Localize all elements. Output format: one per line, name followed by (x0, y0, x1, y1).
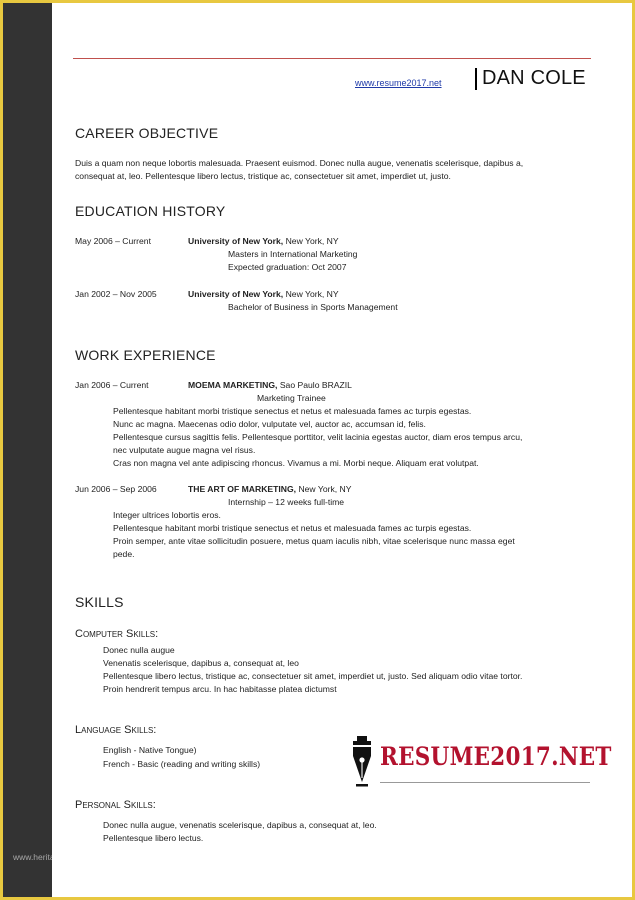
computer-skills-label: Computer Skills: (75, 628, 159, 640)
skill-line: Venenatis scelerisque, dapibus a, consequat at, leo (103, 658, 299, 668)
skill-line: Donec nulla augue, venenatis scelerisque, dapibus a, consequat at, leo. (103, 820, 377, 830)
school-name: University of New York, (188, 236, 284, 246)
career-objective-heading: CAREER OBJECTIVE (75, 125, 219, 141)
left-sidebar-band (3, 3, 52, 897)
watermark-text: www.heritagechristiancollege.com (13, 852, 142, 862)
resume2017-logo (348, 736, 612, 788)
work-line: Pellentesque habitant morbi tristique senectus et netus et malesuada fames ac turpis egestas. (113, 406, 472, 416)
work-line: Proin semper, ante vitae sollicitudin posuere, metus quam iaculis nibh, vitae scelerisque nunc massa eget (113, 536, 515, 546)
website-link[interactable]: www.resume2017.net (355, 78, 442, 88)
skill-line: Pellentesque libero lectus, tristique ac, consectetuer sit amet, imperdiet ut, justo. Sed aliquam odio vitae tortor. (103, 671, 523, 681)
company-name: THE ART OF MARKETING, (188, 484, 297, 494)
education-dates: May 2006 – Current (75, 236, 151, 246)
work-company (188, 379, 352, 392)
education-detail: Expected graduation: Oct 2007 (228, 262, 347, 272)
work-company (188, 483, 351, 496)
school-location: New York, NY (283, 289, 339, 299)
language-skills-label: Language Skills: (75, 724, 157, 736)
work-experience-heading: WORK EXPERIENCE (75, 347, 216, 363)
school-name: University of New York, (188, 289, 284, 299)
candidate-name: DAN COLE (482, 67, 586, 89)
work-line: nec vulputate augue magna vel risus. (113, 445, 256, 455)
education-heading: EDUCATION HISTORY (75, 203, 226, 219)
fountain-pen-nib-icon (348, 736, 376, 788)
logo-text: RESUME2017.NET (380, 742, 612, 771)
education-detail: Bachelor of Business in Sports Management (228, 302, 398, 312)
work-title: Marketing Trainee (257, 393, 326, 403)
work-line: pede. (113, 549, 135, 559)
name-divider (475, 68, 477, 90)
objective-line: Duis a quam non neque lobortis malesuada. Praesent euismod. Donec nulla augue, venenatis scelerisque, dapibus a, (75, 158, 524, 168)
objective-line: consequat at, leo. Pellentesque libero lectus, tristique ac, consectetuer sit amet, imperdiet ut, justo. (75, 171, 451, 181)
skill-line: English - Native Tongue) (103, 745, 197, 755)
company-name: MOEMA MARKETING, (188, 380, 278, 390)
work-title: Internship – 12 weeks full-time (228, 497, 345, 507)
work-line: Nunc ac magna. Maecenas odio dolor, vulputate vel, auctor ac, accumsan id, felis. (113, 419, 426, 429)
work-line: Pellentesque cursus sagittis felis. Pellentesque porttitor, velit lacinia egestas auctor, diam eros tempus arcu, (113, 432, 523, 442)
work-line: Integer ultrices lobortis eros. (113, 510, 221, 520)
work-line: Pellentesque habitant morbi tristique senectus et netus et malesuada fames ac turpis egestas. (113, 523, 472, 533)
company-location: Sao Paulo BRAZIL (277, 380, 352, 390)
skill-line: Donec nulla augue (103, 645, 175, 655)
skill-line: Pellentesque libero lectus. (103, 833, 204, 843)
company-location: New York, NY (296, 484, 352, 494)
education-school (188, 288, 339, 301)
skill-line: French - Basic (reading and writing skills) (103, 759, 261, 769)
logo-underline (380, 782, 590, 783)
header-rule (73, 58, 591, 59)
education-school (188, 235, 339, 248)
skills-heading: SKILLS (75, 594, 124, 610)
work-line: Cras non magna vel ante adipiscing rhoncus. Vivamus a mi. Morbi neque. Aliquam erat volutpat. (113, 458, 479, 468)
work-dates: Jan 2006 – Current (75, 380, 149, 390)
school-location: New York, NY (283, 236, 339, 246)
education-dates: Jan 2002 – Nov 2005 (75, 289, 157, 299)
work-dates: Jun 2006 – Sep 2006 (75, 484, 157, 494)
personal-skills-label: Personal Skills: (75, 799, 156, 811)
skill-line: Proin hendrerit tempus arcu. In hac habitasse platea dictumst (103, 684, 337, 694)
resume-page (3, 3, 632, 897)
education-detail: Masters in International Marketing (228, 249, 358, 259)
